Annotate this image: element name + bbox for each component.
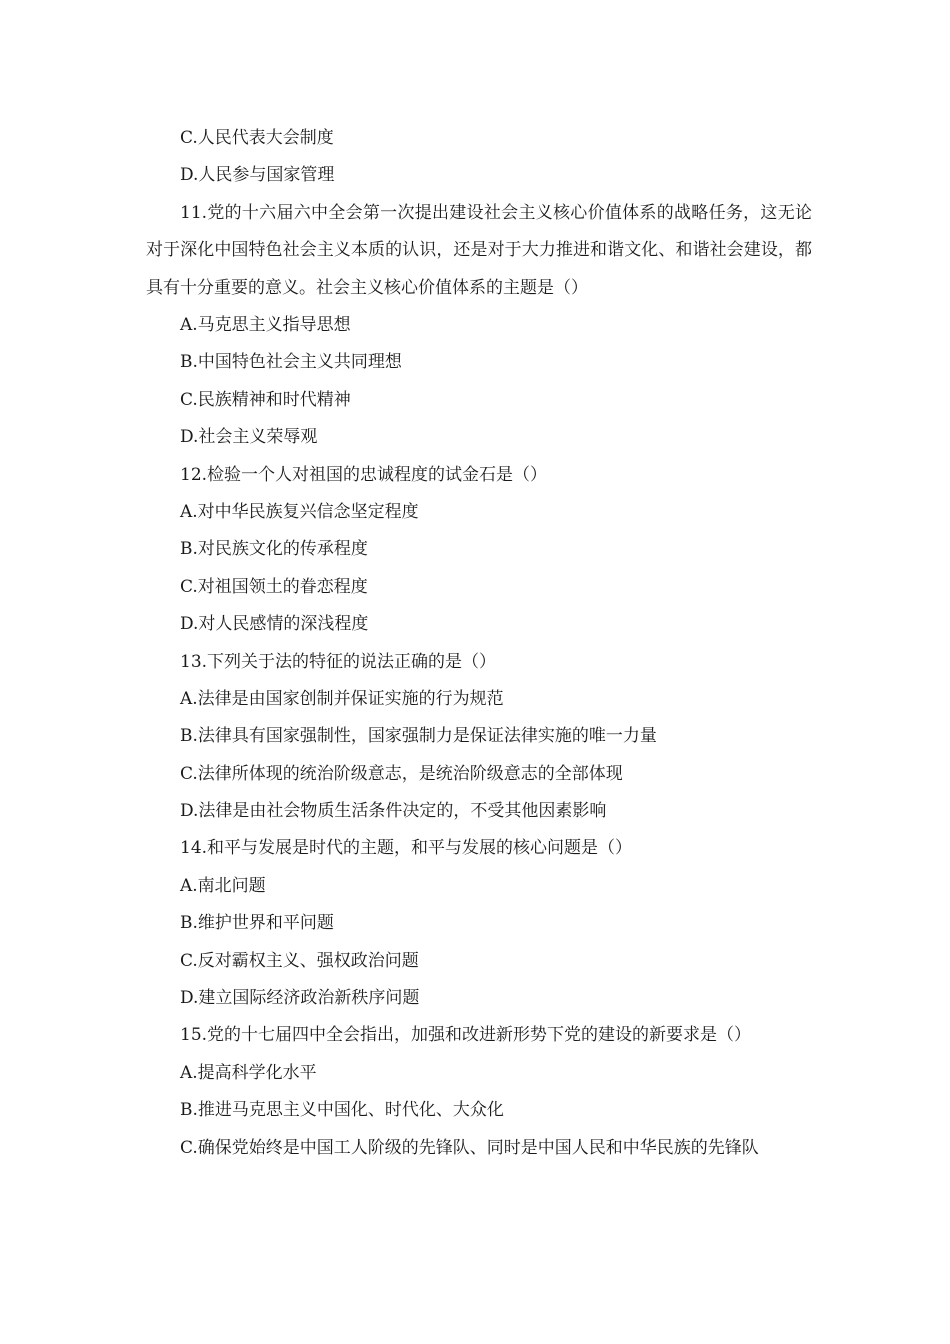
document-body — [146, 120, 812, 1167]
question-14-stem: 14.和平与发展是时代的主题，和平与发展的核心问题是（） — [180, 838, 633, 859]
option-d-prev: D.人民参与国家管理 — [180, 165, 335, 186]
question-15-option-a: A.提高科学化水平 — [180, 1062, 317, 1083]
question-13-option-c: C.法律所体现的统治阶级意志，是统治阶级意志的全部体现 — [180, 763, 623, 784]
question-13-option-b: B.法律具有国家强制性，国家强制力是保证法律实施的唯一力量 — [180, 726, 657, 747]
question-12-option-c: C.对祖国领土的眷恋程度 — [180, 576, 368, 597]
question-12-option-b: B.对民族文化的传承程度 — [180, 539, 368, 560]
question-15-option-c: C.确保党始终是中国工人阶级的先锋队、同时是中国人民和中华民族的先锋队 — [180, 1137, 759, 1158]
question-13-stem: 13.下列关于法的特征的说法正确的是（） — [180, 651, 497, 672]
question-14-option-c: C.反对霸权主义、强权政治问题 — [180, 950, 419, 971]
question-15-stem: 15.党的十七届四中全会指出，加强和改进新形势下党的建设的新要求是（） — [180, 1025, 752, 1046]
question-13-option-d: D.法律是由社会物质生活条件决定的，不受其他因素影响 — [180, 801, 607, 822]
question-14-option-a: A.南北问题 — [180, 875, 266, 896]
question-13-option-a: A.法律是由国家创制并保证实施的行为规范 — [180, 688, 504, 709]
question-12-stem: 12.检验一个人对祖国的忠诚程度的试金石是（） — [180, 464, 548, 485]
question-12-option-d: D.对人民感情的深浅程度 — [180, 614, 369, 635]
question-12-option-a: A.对中华民族复兴信念坚定程度 — [180, 501, 419, 522]
question-11-stem: 11.党的十六届六中全会第一次提出建设社会主义核心价值体系的战略任务，这无论对于深化中国特色社会主义本质的认识，还是对于大力推进和谐文化、和谐社会建设，都具有十分重要的意义。社会主义核心价值体系的主题是（） — [146, 202, 812, 298]
question-15-option-b: B.推进马克思主义中国化、时代化、大众化 — [180, 1100, 504, 1121]
question-11-option-c: C.民族精神和时代精神 — [180, 389, 351, 410]
question-11-option-d: D.社会主义荣辱观 — [180, 427, 318, 448]
question-14-option-d: D.建立国际经济政治新秩序问题 — [180, 988, 420, 1009]
option-c-prev: C.人民代表大会制度 — [180, 128, 334, 148]
question-11-option-b: B.中国特色社会主义共同理想 — [180, 352, 402, 373]
question-11-option-a: A.马克思主义指导思想 — [180, 315, 351, 335]
question-14-option-b: B.维护世界和平问题 — [180, 913, 334, 934]
